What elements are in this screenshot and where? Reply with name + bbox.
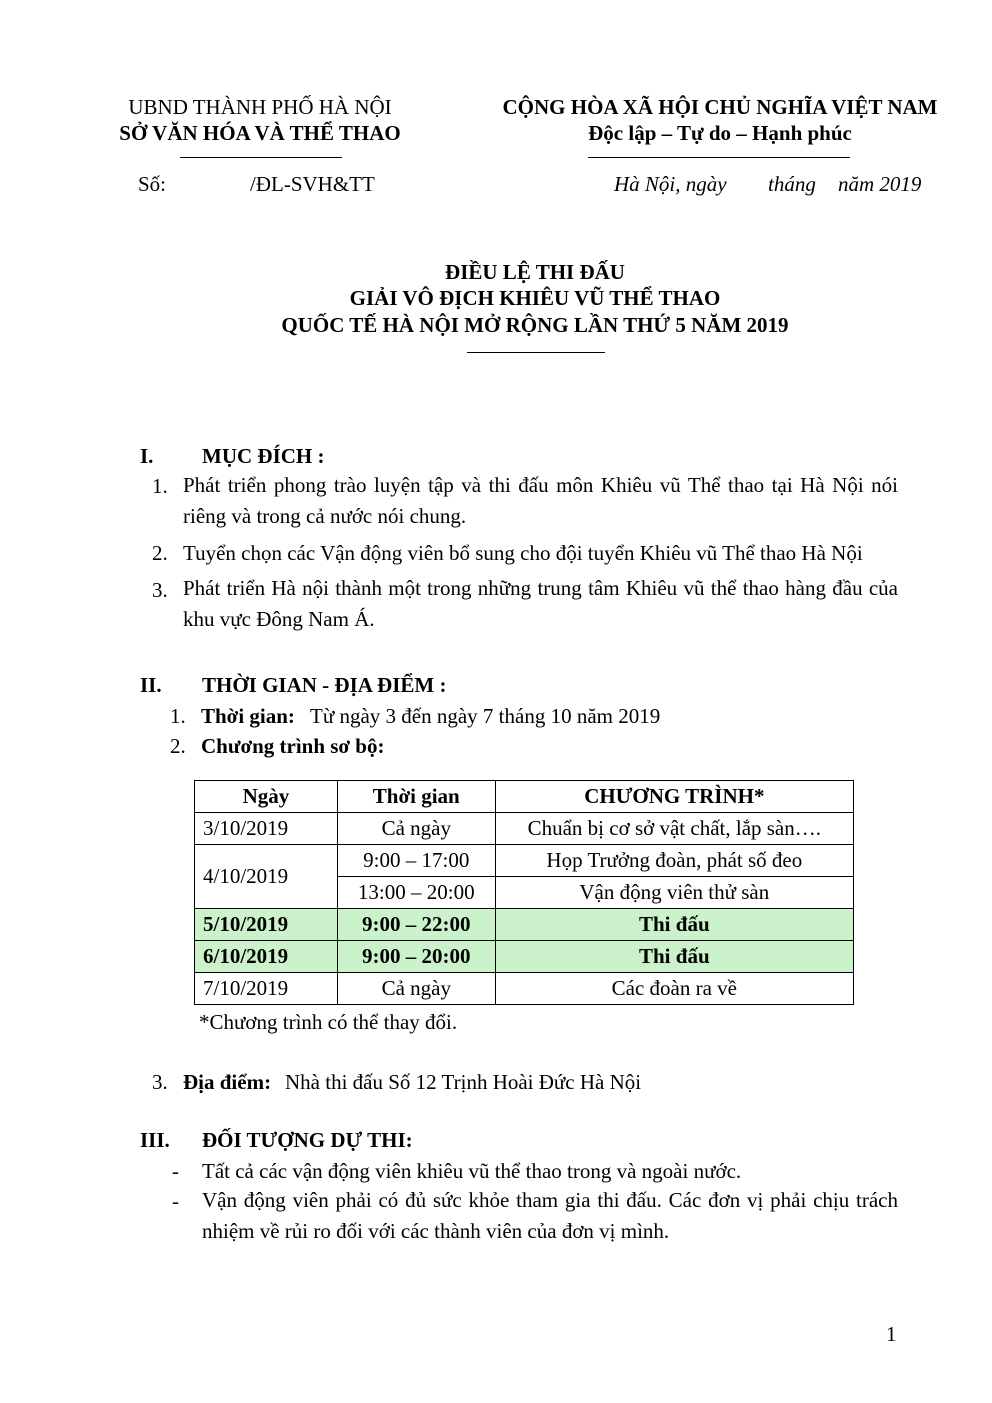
header-left-rule [180,157,342,158]
section2-heading: THỜI GIAN - ĐỊA ĐIỂM : [202,673,447,697]
schedule-table [194,780,854,1005]
table-row [195,813,854,845]
table-header-date: Ngày [195,781,338,813]
table-cell-program: Họp Trưởng đoàn, phát số đeo [495,845,853,877]
table-row-highlighted [195,909,854,941]
header-right-rule [588,157,850,158]
section2-item2-label: Chương trình sơ bộ: [201,734,385,758]
table-cell-time: Cả ngày [337,813,495,845]
table-cell-program: Vận động viên thử sàn [495,877,853,909]
table-cell-date: 7/10/2019 [195,973,338,1005]
section2-item1-text: Từ ngày 3 đến ngày 7 tháng 10 năm 2019 [310,704,661,728]
page-number: 1 [886,1322,897,1346]
section3-item1-text: Tất cả các vận động viên khiêu vũ thể thao trong và ngoài nước. [202,1159,742,1183]
title-rule [467,352,605,353]
doc-title-line1: ĐIỀU LỆ THI ĐẤU [445,260,625,284]
section3-item2-bullet: - [172,1189,179,1213]
table-cell-time: 9:00 – 22:00 [337,909,495,941]
section1-item1-number: 1. [152,474,168,498]
table-cell-date: 6/10/2019 [195,941,338,973]
table-cell-date: 4/10/2019 [195,845,338,909]
section2-item2-number: 2. [170,734,186,758]
section2-item1-number: 1. [170,704,186,728]
national-title: CỘNG HÒA XÃ HỘI CHỦ NGHĨA VIỆT NAM [502,95,938,119]
doc-title-line2: GIẢI VÔ ĐỊCH KHIÊU VŨ THỂ THAO [349,286,721,310]
section2-item1-label: Thời gian: [201,704,295,728]
section1-item3-number: 3. [152,578,168,602]
section1-item3-text: Phát triển Hà nội thành một trong những trung tâm Khiêu vũ thể thao hàng đầu của khu vực Đông Nam Á. [183,576,898,631]
national-motto: Độc lập – Tự do – Hạnh phúc [588,121,852,145]
table-row [195,973,854,1005]
section3-heading: ĐỐI TƯỢNG DỰ THI: [202,1128,413,1152]
table-cell-program: Các đoàn ra về [495,973,853,1005]
section1-item2-text: Tuyển chọn các Vận động viên bổ sung cho đội tuyển Khiêu vũ Thể thao Hà Nội [183,541,863,565]
table-cell-time: 13:00 – 20:00 [337,877,495,909]
table-cell-time: Cả ngày [337,973,495,1005]
table-header-row [195,781,854,813]
table-cell-time: 9:00 – 17:00 [337,845,495,877]
section3-item2-text: Vận động viên phải có đủ sức khỏe tham gia thi đấu. Các đơn vị phải chịu trách nhiệm về rủi ro đối với các thành viên của đơn vị mình. [202,1188,898,1243]
department-name: SỞ VĂN HÓA VÀ THỂ THAO [119,121,401,145]
section2-item3-label: Địa điểm: [183,1070,272,1094]
section1-item2-number: 2. [152,541,168,565]
table-row-highlighted [195,941,854,973]
document-number-label: Số: [138,172,167,196]
date-place: Hà Nội, ngày [614,172,727,196]
table-header-program: CHƯƠNG TRÌNH* [495,781,853,813]
table-cell-program: Thi đấu [495,941,853,973]
date-year: năm 2019 [838,172,922,196]
table-header-time: Thời gian [337,781,495,813]
date-month: tháng [768,172,816,196]
section1-heading: MỤC ĐÍCH : [202,444,325,468]
agency-name: UBND THÀNH PHỐ HÀ NỘI [128,95,392,119]
table-cell-program: Chuẩn bị cơ sở vật chất, lắp sàn…. [495,813,853,845]
section3-number: III. [140,1128,170,1152]
section2-item3-number: 3. [152,1070,168,1094]
section2-item3-text: Nhà thi đấu Số 12 Trịnh Hoài Đức Hà Nội [285,1070,642,1094]
section2-number: II. [140,673,162,697]
table-row [195,845,854,877]
table-cell-date: 5/10/2019 [195,909,338,941]
table-cell-date: 3/10/2019 [195,813,338,845]
section1-item1-text: Phát triển phong trào luyện tập và thi đấu môn Khiêu vũ Thể thao tại Hà Nội nói riêng và trong cả nước nói chung. [183,473,898,528]
section1-number: I. [140,444,154,468]
table-cell-program: Thi đấu [495,909,853,941]
section3-item1-bullet: - [172,1159,179,1183]
table-note: *Chương trình có thể thay đổi. [199,1010,458,1034]
doc-title-line3: QUỐC TẾ HÀ NỘI MỞ RỘNG LẦN THỨ 5 NĂM 2019 [281,313,789,337]
table-cell-time: 9:00 – 20:00 [337,941,495,973]
document-number-code: /ĐL-SVH&TT [250,172,375,196]
